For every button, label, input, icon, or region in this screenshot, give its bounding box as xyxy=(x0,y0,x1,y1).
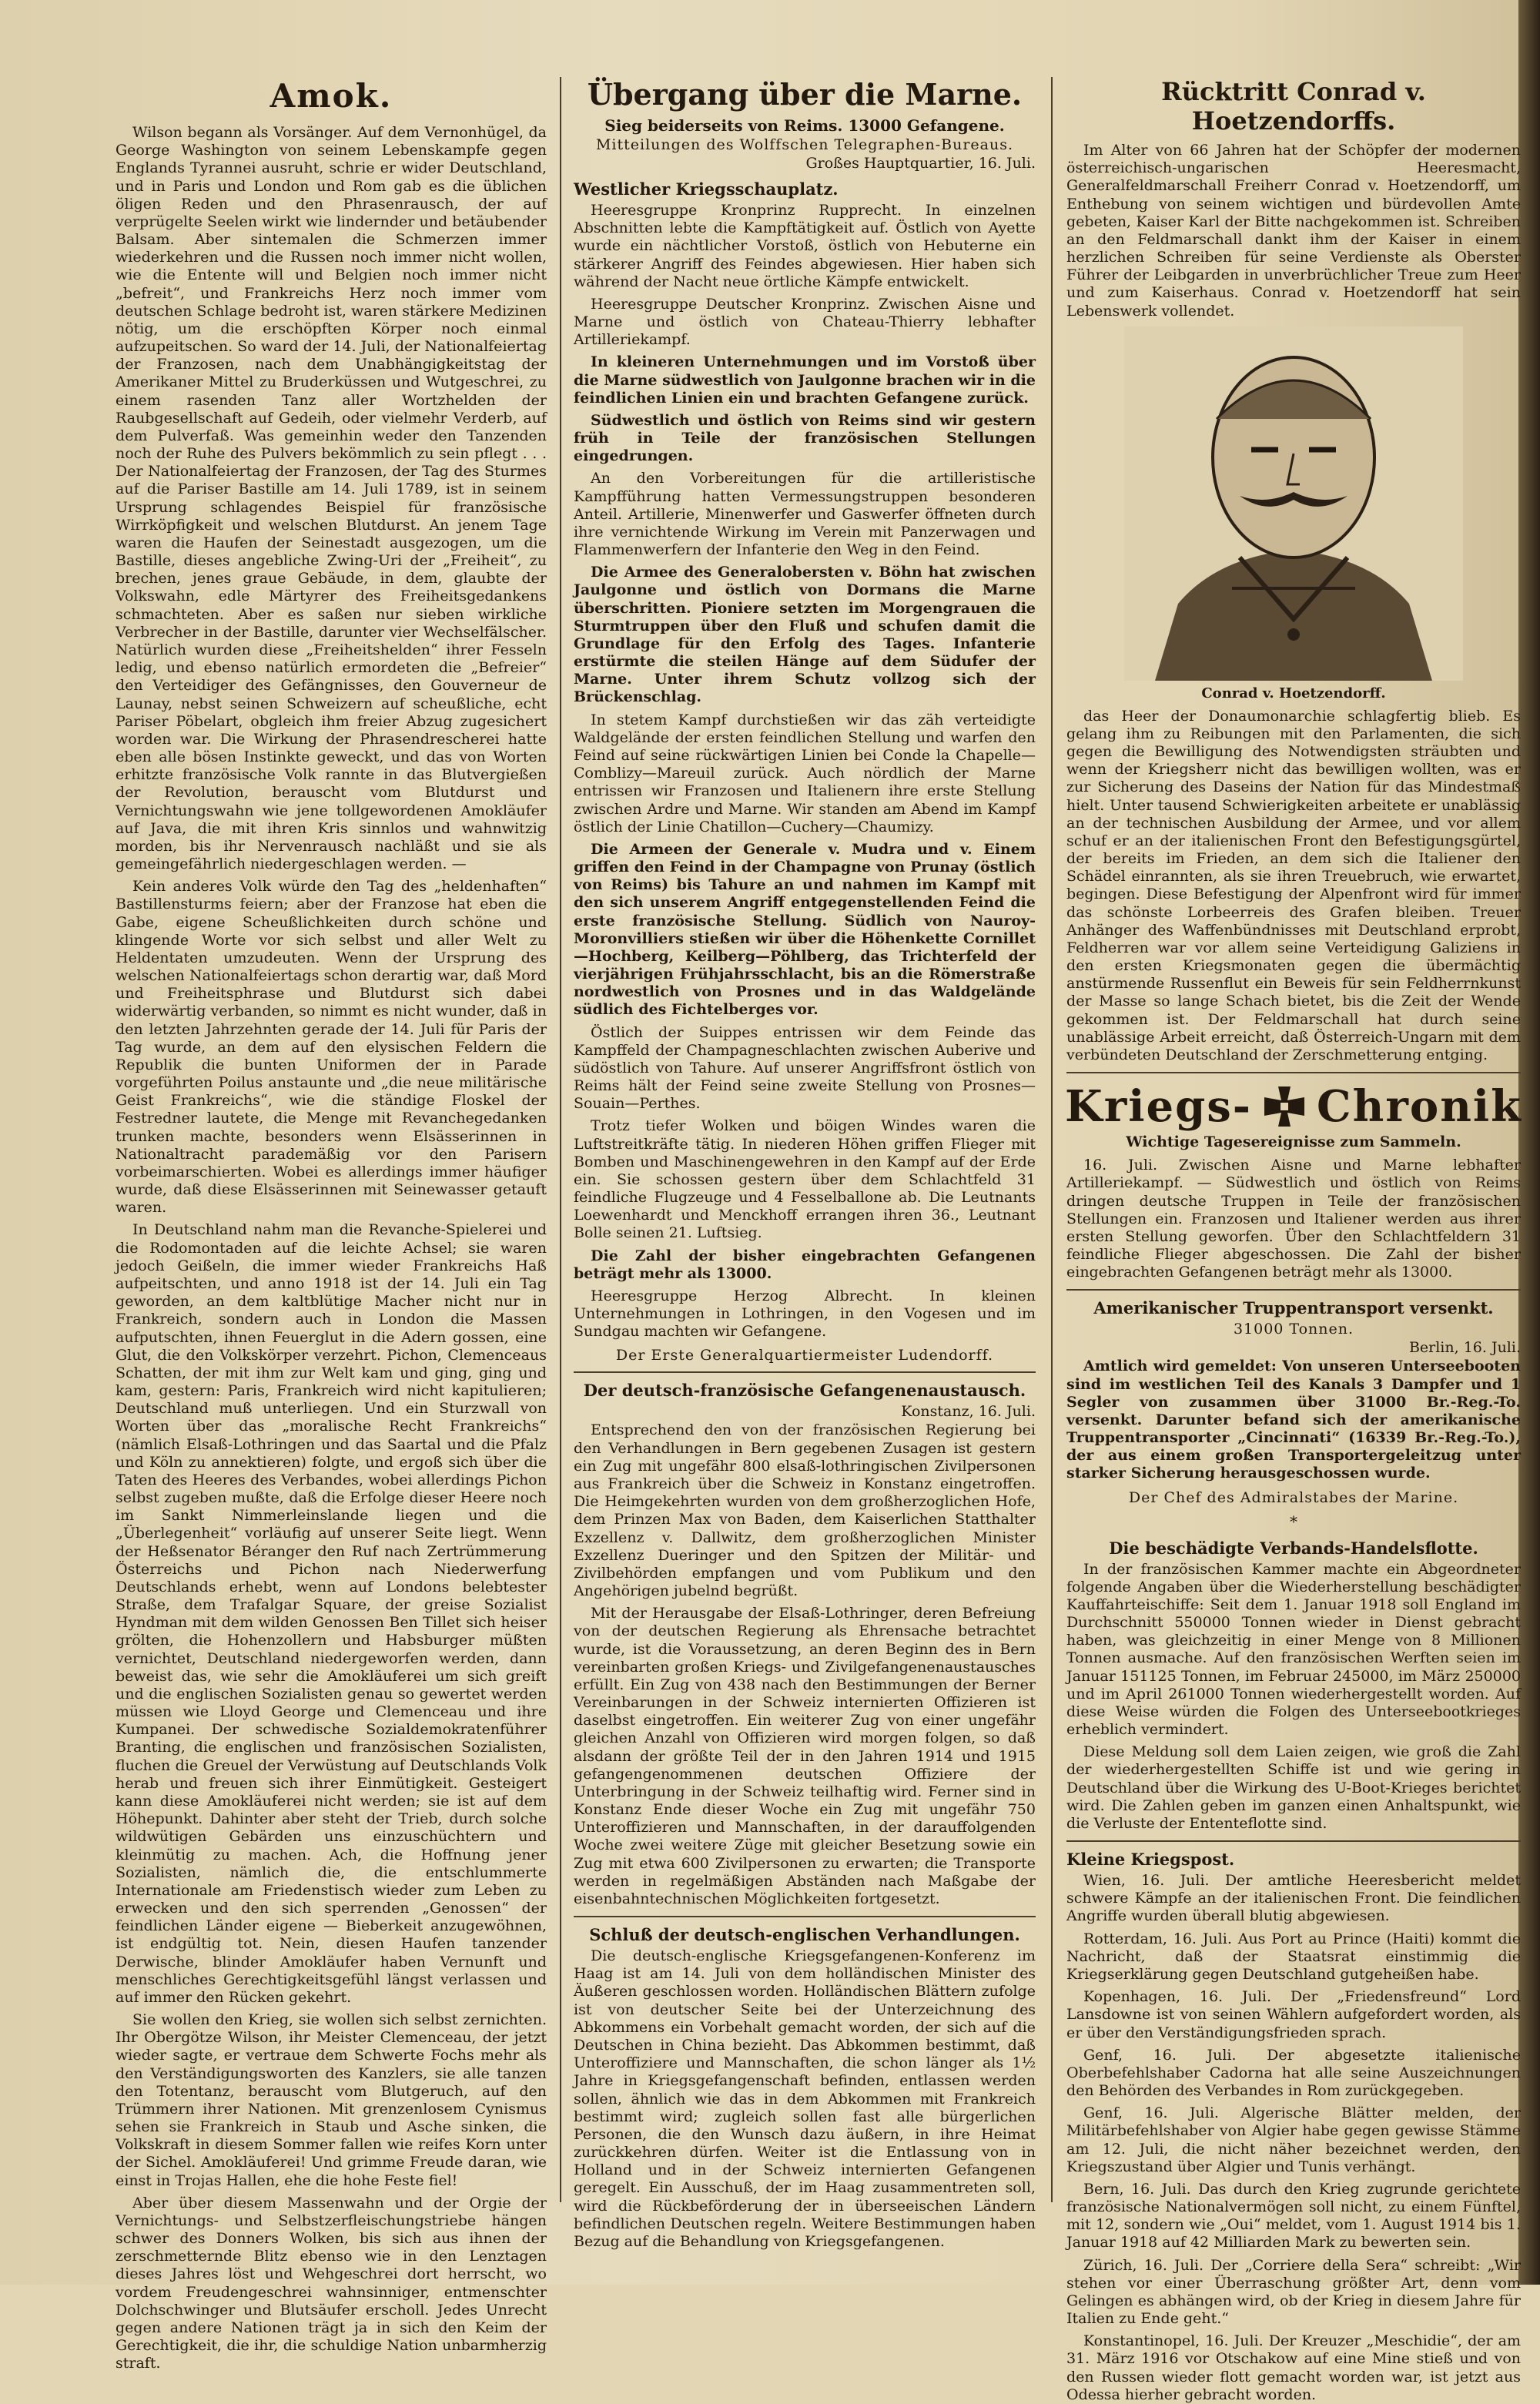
dateline: Großes Hauptquartier, 16. Juli. xyxy=(805,155,1036,172)
section-heading: Die beschädigte Verbands-Handelsflotte. xyxy=(1109,1538,1478,1558)
news-item: Bern, 16. Juli. Das durch den Krieg zugrunde gerichtete französische Nationalvermögen soll nicht, zu einem Fünftel, mit 12, sondern wie „Oui“ meldet, vom 1. August 1914 bis 1. Januar 1918 auf 42 Milliarden Mark zu bewerten sein. xyxy=(1066,2180,1521,2252)
iron-cross-icon xyxy=(1261,1083,1307,1130)
article-paragraph: In stetem Kampf durchstießen wir das zäh verteidigte Waldgelände der ersten feindlichen Stellung und warfen den Feind auf seine rückwärtigen Linien bei Conde la Chapelle—Comblizy—Mareuil zurück. Auch nördlich der Marne entrissen wir Franzosen und Italienern ihre erste Stellung zwischen Ardre und Marne. Wir standen am Abend im Kampf östlich der Linie Chatillon—Cuchery—Chaumizy. xyxy=(574,711,1036,835)
article-paragraph: Im Alter von 66 Jahren hat der Schöpfer der modernen österreichisch-ungarischen Heeresmacht, Generalfeldmarschall Freiherr Conrad v. Hoetzendorff, um Enthebung von seinem wichtigen und bürdevollen Amte gebeten, Kaiser Karl der Bitte nachgekommen ist. Schreiben an den Feldmarschall dankt ihm der Kaiser in einem herzlichen Schreiben für seine Verdienste als Oberster Führer der Leibgarden in unverbrüchlicher Treue zum Heer und zum Kaiserhaus. Conrad v. Hoetzendorff hat sein Lebenswerk vollendet. xyxy=(1066,142,1521,320)
article-paragraph: Die Armeen der Generale v. Mudra und v. Einem griffen den Feind in der Champagne von Prunay (östlich von Reims) bis Tahure an und nahmen im Kampf mit den sich unserem Angriff entgegenstellenden Feind die erste französische Stellung. Südlich von Nauroy-Moronvilliers stießen wir über die Höhenkette Cornillet—Hochberg, Keilberg—Pöhlberg, das Trichterfeld der vierjährigen Frühjahrsschlacht, bis an die Römerstraße nordwestlich von Prosnes und in das Waldgelände südlich des Fichtelberges vor. xyxy=(574,840,1036,1019)
column-rule xyxy=(1051,77,1053,2202)
section-subheading: 31000 Tonnen. xyxy=(1233,1321,1354,1338)
divider xyxy=(1066,1840,1521,1842)
column-conrad xyxy=(1065,77,1522,2403)
signature: Der Chef des Admiralstabes der Marine. xyxy=(1128,1488,1459,1506)
article-paragraph: An den Vorbereitungen für die artilleristische Kampfführung hatten Vermessungstruppen besonderen Anteil. Artillerie, Minenwerfer und Gaswerfer öffneten durch ihre vernichtende Wirkung im Verein mit Panzerwagen und Flammenwerfern der Infanterie den Weg in den Feind. xyxy=(574,470,1036,559)
article-paragraph: Östlich der Suippes entrissen wir dem Feinde das Kampffeld der Champagneschlachten zwischen Auberive und südöstlich von Tahure. Auf unserer Angriffsfront östlich von Reims hält der Feind seine zweite Stellung von Prosnes—Souain—Perthes. xyxy=(574,1023,1036,1113)
news-item: Kopenhagen, 16. Juli. Der „Friedensfreund“ Lord Lansdowne ist von seinen Wählern aufgefordert worden, als er über den Verständigungsfrieden sprach. xyxy=(1066,1988,1521,2041)
section-heading: Westlicher Kriegsschauplatz. xyxy=(574,179,839,199)
article-paragraph: Heeresgruppe Herzog Albrecht. In kleinen Unternehmungen in Lothringen, in den Vogesen und im Sundgau machten wir Gefangene. xyxy=(574,1287,1036,1341)
section-heading: Amerikanischer Truppentransport versenkt. xyxy=(1093,1298,1494,1318)
column-rule xyxy=(560,77,561,2202)
kriegs-chronik-title xyxy=(1066,1081,1521,1132)
column-marne xyxy=(574,77,1036,2250)
portrait-illustration xyxy=(1124,326,1463,681)
news-source: Mitteilungen des Wolffschen Telegraphen-Bureaus. xyxy=(595,136,1014,153)
news-item: Konstantinopel, 16. Juli. Der Kreuzer „Meschidie“, der am 31. März 1916 vor Otschakow auf eine Mine stieß und von den Russen wieder flott gemacht worden war, ist jetzt aus Odessa hierher gebracht worden. xyxy=(1066,2332,1521,2403)
article-title-marne: Übergang über die Marne. xyxy=(587,77,1023,112)
section-heading: Kleine Kriegspost. xyxy=(1066,1850,1235,1870)
chronik-subtitle: Wichtige Tagesereignisse zum Sammeln. xyxy=(1126,1133,1461,1151)
chronik-text: 16. Juli. Zwischen Aisne und Marne lebhafter Artilleriekampf. — Südwestlich und östlich von Reims dringen deutsche Truppen in Teile der französischen Stellungen ein. Franzosen und Italiener werden aus ihrer ersten Stellung geworfen. Über den Schlachtfeldern 31 feindliche Flieger abgeschossen. Die Zahl der bisher eingebrachten Gefangenen beträgt mehr als 13000. xyxy=(1066,1157,1521,1281)
news-item: Rotterdam, 16. Juli. Aus Port au Prince (Haiti) kommt die Nachricht, daß der Staatsrat einstimmig die Kriegserklärung gegen Deutschland gutgeheißen habe. xyxy=(1066,1930,1521,1983)
article-paragraph: Heeresgruppe Deutscher Kronprinz. Zwischen Aisne und Marne und östlich von Chateau-Thierry lebhafter Artilleriekampf. xyxy=(574,295,1036,349)
article-paragraph: In kleineren Unternehmungen und im Vorstoß über die Marne südwestlich von Jaulgonne brachen wir in die feindlichen Linien ein und brachten Gefangene zurück. xyxy=(574,353,1036,407)
article-paragraph: Die Zahl der bisher eingebrachten Gefangenen beträgt mehr als 13000. xyxy=(574,1247,1036,1282)
chronik-title-right: Chronik xyxy=(1317,1081,1522,1133)
article-paragraph: Die Armee des Generalobersten v. Böhn hat zwischen Jaulgonne und östlich von Dormans die Marne überschritten. Pioniere setzten im Morgengrauen die Sturmtruppen über den Fluß und schufen damit die Grundlage für den Erfolg des Tages. Infanterie erstürmte die steilen Hänge auf dem Südufer der Marne. Unter ihrem Schutz vollzog sich der Brückenschlag. xyxy=(574,564,1036,706)
divider xyxy=(1066,1072,1521,1073)
portrait-caption: Conrad v. Hoetzendorff. xyxy=(1201,685,1386,701)
article-paragraph: Heeresgruppe Kronprinz Rupprecht. In einzelnen Abschnitten lebte die Kampftätigkeit auf. Östlich von Ayette wurde ein nächtlicher Vorstoß, östlich von Hebuterne ein stärkerer Angriff des Feindes abgewiesen. Hier haben sich während der Nacht neue örtliche Kämpfe entwickelt. xyxy=(574,202,1036,290)
divider xyxy=(1066,1289,1521,1291)
article-paragraph: Südwestlich und östlich von Reims sind wir gestern früh in Teile der französischen Stellungen eingedrungen. xyxy=(574,411,1036,465)
signature: Der Erste Generalquartiermeister Ludendorff. xyxy=(615,1347,994,1364)
page-edge xyxy=(1518,0,1540,2285)
article-paragraph: Diese Meldung soll dem Laien zeigen, wie groß die Zahl der wiederhergestellten Schiffe ist und wie gering in Deutschland über die Wirkung des U-Boot-Krieges berichtet wird. Die Zahlen geben im ganzen einen Anhaltspunkt, wie die Verluste der Ententeflotte sind. xyxy=(1066,1743,1521,1832)
section-heading: Der deutsch-französische Gefangenenaustausch. xyxy=(583,1381,1026,1401)
news-item: Genf, 16. Juli. Algerische Blätter melden, der Militärbefehlshaber von Algier habe gegen gewisse Stämme am 12. Juli, die nicht näher bezeichnet werden, den Kriegszustand über Algier und Tunis verhängt. xyxy=(1066,2104,1521,2175)
article-paragraph: Kein anderes Volk würde den Tag des „heldenhaften“ Bastillensturms feiern; aber der Franzose hat eben die Gabe, eigene Scheußlichkeiten durch schöne und klingende Worte vor sich selbst und aller Welt zu Heldentaten umzudeuten. Wenn der Ursprung des welschen Nationalfeiertags schon derartig war, daß Mord und Freiheitsphrase und Blutdurst sich dabei widerwärtig verbanden, so nimmt es nicht wunder, daß in den letzten Jahrzehnten gerade der 14. Juli für Paris der Tag wurde, an dem auf den elysischen Feldern die Republik die bunten Uniformen der in Parade vorgeführten Poilus anstaunte und „die neue militärische Geist Frankreichs“, wie die ständige Floskel der Festredner lautete, die Menge mit Revanchegedanken trunken machte, besonders wenn Elsässerinnen in Nationaltracht parademäßig vor den Parisern vorbeimarschierten. Wobei es allerdings immer häufiger wurde, daß diese Elsässerinnen mit Seinewasser getauft waren. xyxy=(116,878,547,1217)
article-paragraph: Entsprechend den von der französischen Regierung bei den Verhandlungen in Bern gegebenen Zusagen ist gestern ein Zug mit ungefähr 800 elsaß-lothringischen Zivilpersonen aus Frankreich über die Schweiz in Konstanz eingetroffen. Die Heimgekehrten wurden von dem großherzoglichen Hofe, dem Prinzen Max von Baden, dem Kaiserlichen Statthalter Exzellenz v. Dallwitz, dem großherzoglichen Minister Exzellenz Dueringer und den Spitzen der Militär- und Zivilbehörden empfangen und vom Publikum und den Angehörigen jubelnd begrüßt. xyxy=(574,1421,1036,1600)
news-item: Genf, 16. Juli. Der abgesetzte italienische Oberbefehlshaber Cadorna hat alle seine Auszeichnungen den Behörden des Verbandes in Rom zurückgegeben. xyxy=(1066,2046,1521,2100)
dateline: Konstanz, 16. Juli. xyxy=(901,1403,1036,1421)
article-title-amok: Amok. xyxy=(270,77,393,115)
article-paragraph: das Heer der Donaumonarchie schlagfertig blieb. Es gelang ihm zu Reibungen mit den Parlamenten, die sich gegen die Bewilligung des Notwendigsten sträubten und wenn der Kriegsherr nicht das bewilligen wollten, was er zur Sicherung des Daseins der Nation für das Mindestmaß hielt. Unter tausend Schwierigkeiten arbeitete er unablässig an der technischen Ausbildung der Armee, und vor allem schuf er an der italienischen Front den Befestigungsgürtel, der bereits im Frieden, an dem sich die Italiener den Schädel einrannten, als sie ihren Treuebruch, wie erwartet, begingen. Diese Befestigung der Alpenfront wird für immer das schönste Lorbeerreis des Grafen bleiben. Treuer Anhänger des Waffenbündnisses mit Deutschland erprobt, Feldherren war vor allem seine Verteidigung Galiziens in den ersten Kriegsmonaten gegen die übermächtig anstürmende Russenflut ein Beweis für sein Feldherrnkunst der Masse so lange Schach bietet, bis die Zeit der Wende gekommen ist. Der Feldmarschall hat durch seine unablässige Arbeit erreicht, daß Österreich-Ungarn mit dem verbündeten Deutschland der Zerschmetterung entging. xyxy=(1066,707,1521,1063)
dateline: Berlin, 16. Juli. xyxy=(1408,1339,1521,1357)
article-paragraph: Amtlich wird gemeldet: Von unseren Unterseebooten sind im westlichen Teil des Kanals 3 Dampfer und 1 Segler von zusammen über 31000 Br.-Reg.-To. versenkt. Darunter befand sich der amerikanische Truppentransporter „Cincinnati“ (16339 Br.-Reg.-To.), der aus einem großen Transportergeleitzug unter starker Sicherung herausgeschossen wurde. xyxy=(1066,1358,1521,1482)
article-paragraph: Aber über diesem Massenwahn und der Orgie der Vernichtungs- und Selbstzerfleischungstriebe hängen schwer des Donners Wolken, bis sich aus ihnen der zerschmetternde Blitz ebenso wie in den Lenztagen dieses Jahres löst und Wehgeschrei dort herrscht, wo vordem Freudengeschrei wahnsinniger, entmenschter Dolchschwinger und Blutsäufer erscholl. Jedes Unrecht gegen andere Nationen trägt ja in sich den Keim der Gerechtigkeit, die ihr, die schuldige Nation unbarmherzig straft. xyxy=(116,2194,547,2372)
column-amok xyxy=(116,77,547,2372)
article-paragraph: Trotz tiefer Wolken und böigen Windes waren die Luftstreitkräfte tätig. In niederen Höhen griffen Flieger mit Bomben und Maschinengewehren in den Kampf auf der Erde ein. Sie schossen gestern über dem Schlachtfeld 31 feindliche Flugzeuge und 4 Fesselballone ab. Die Leutnants Loewenhardt und Menckhoff errangen ihren 36., Leutnant Bolle seinen 21. Luftsieg. xyxy=(574,1117,1036,1242)
divider xyxy=(574,1371,1036,1373)
article-paragraph: Sie wollen den Krieg, sie wollen sich selbst zernichten. Ihr Obergötze Wilson, ihr Meister Clemenceau, der jetzt wieder sagte, er vertraue dem Schwerte Fochs mehr als den Verständigungsworten des Kanzlers, sie alle tanzen den Totentanz, berauscht vom Blutgeruch, auf den Trümmern ihrer Nationen. Mit grenzenlosem Cynismus sehen sie Frankreich in Staub und Asche sinken, die Volkskraft in diesem Sommer fallen wie reifes Korn unter der Sichel. Amokläuferei! Und grimme Freude daran, wie einst in Trojas Hallen, ehe die hohe Feste fiel! xyxy=(116,2011,547,2189)
article-title-conrad: Rücktritt Conrad v. Hoetzendorffs. xyxy=(1161,77,1426,136)
news-item: Wien, 16. Juli. Der amtliche Heeresbericht meldet schwere Kämpfe an der italienischen Front. Die feindlichen Angriffe wurden überall blutig abgewiesen. xyxy=(1066,1872,1521,1925)
article-paragraph: Wilson begann als Vorsänger. Auf dem Vernonhügel, da George Washington von seinem Lebenskampfe gegen Englands Tyrannei ausruht, schrie er wider Deutschland, und in Paris und London und Rom gab es die üblichen öligen Reden und den Phrasenrausch, der auf verprügelte Seelen wirkt wie lindernder und betäubender Balsam. Aber sintemalen die Schmerzen immer wiederkehren und die Russen noch immer nicht wollen, wie die Entente will und Belgien noch immer nicht „befreit“, und Frankreichs Herz noch immer vom deutschen Schlage bedroht ist, waren stärkere Medizinen nötig, um die erschöpften Körper noch einmal aufzupeitschen. So ward der 14. Juli, der Nationalfeiertag der Franzosen, nach dem Unabhängigkeitstag der Amerikaner Mittel zu Bruderküssen und Wutgeschrei, zu einem rasenden Tanz aller Wortzhelden der Raubgesellschaft auf Gedeih, oder vielmehr Verderb, auf dem Pulverfaß. Was gemeinhin weder den Tanzenden noch der Ruhe des Pulvers bekömmlich zu sein pflegt . . . Der Nationalfeiertag der Franzosen, der Tag des Sturmes auf die Pariser Bastille am 14. Juli 1789, ist in seinem Ursprung schlagendes Beispiel für französische Wirrköpfigkeit und welschen Blutdurst. An jenem Tage waren die Haufen der Seinestadt ausgezogen, um die Bastille, dieses angebliche Zwing-Uri der „Freiheit“, zu brechen, jenes graue Gebäude, in dem, glaubte der Volkswahn, edle Märtyrer des Freiheitsgedankens schmachteten. Aber es saßen nur sieben wirkliche Verbrecher in der Bastille, darunter vier Wechselfälscher. Natürlich wurden diese „Freiheitshelden“ ihrer Fesseln ledig, und ebenso natürlich ermordeten die „Befreier“ den Verteidiger des Gefängnisses, den Gouverneur de Launay, nebst seinen Schweizern auf scheußliche, echt Pariser Pöbelart, obgleich ihm freier Abzug zugesichert worden war. Die Wirkung der Phrasendrescherei hatte eben alle bösen Instinkte geweckt, und das von Worten erhitzte französische Volk rannte in das Blutvergießen der Revolution, berauscht vom Blutdurst und Vernichtungswahn wie jene tollgewordenen Amokläufer auf Java, die mit ihren Kris sinnlos und wahnwitzig morden, bis ihr Nervenrausch nachläßt und sie als gemeingefährlich niedergeschlagen werden. — xyxy=(116,124,547,873)
article-subtitle: Sieg beiderseits von Reims. 13000 Gefangene. xyxy=(604,116,1005,135)
article-paragraph: In der französischen Kammer machte ein Abgeordneter folgende Angaben über die Wiederherstellung beschädigter Kauffahrteischiffe: Seit dem 1. Januar 1918 soll England im Durchschnitt 550000 Tonnen wieder in Dienst gebracht haben, was gleichzeitig in einer Menge von 8 Millionen Tonnen ausmache. Auf den französischen Werften seien im Januar 151125 Tonnen, im Februar 245000, im März 250000 und im April 261000 Tonnen wiederhergestellt worden. Auf diese Weise würden die Folgen des Unterseebootkrieges erheblich vermindert. xyxy=(1066,1560,1521,1739)
article-paragraph: Die deutsch-englische Kriegsgefangenen-Konferenz im Haag ist am 14. Juli von dem holländischen Minister des Äußeren geschlossen worden. Holländischen Blättern zufolge ist von deutscher Seite bei der Unterzeichnung des Abkommens ein Vorbehalt gemacht worden, der sich auf die Deutschen in China bezieht. Das Abkommen bestimmt, daß Unteroffiziere und Mannschaften, die schon länger als 1½ Jahre in Kriegsgefangenschaft befinden, entlassen werden sollen, ähnlich wie das in dem Abkommen mit Frankreich bestimmt wird; zugleich sollen fast alle bürgerlichen Personen, die den Wunsch dazu äußern, in ihre Heimat zurückkehren dürfen. Weiter ist die Entlassung von in Holland und in der Schweiz internierten Gefangenen geregelt. Ein Ausschuß, der im Haag zusammentreten soll, wird die Rückbeförderung der in überseeischen Ländern befindlichen Deutschen regeln. Weitere Bestimmungen haben Bezug auf die Behandlung von Kriegsgefangenen. xyxy=(574,1947,1036,2250)
divider xyxy=(574,1916,1036,1917)
news-item: Zürich, 16. Juli. Der „Corriere della Sera“ schreibt: „Wir stehen vor einer Überraschung größter Art, denn vom Gelingen es abhängen wird, ob der Krieg in diesem Jahre für Italien zu Ende geht.“ xyxy=(1066,2256,1521,2328)
article-paragraph: Mit der Herausgabe der Elsaß-Lothringer, deren Befreiung von der deutschen Regierung als Ehrensache betrachtet wurde, ist die Voraussetzung, an deren Beginn des in Bern vereinbarten großen Kriegs- und Zivilgefangenenaustausches erfüllt. Ein Zug von 438 nach den Bestimmungen der Berner Vereinbarungen in der Schweiz internierten Offizieren ist daselbst eingetroffen. Ein weiterer Zug von einer ungefähr gleichen Anzahl von Offizieren wird morgen folgen, so daß alsdann der größte Teil der in den Jahren 1914 und 1915 gefangengenommenen deutschen Offiziere der Unterbringung in der Schweiz teilhaftig wird. Ferner sind in Konstanz Ende dieser Woche ein Zug mit ungefähr 750 Unteroffizieren und Mannschaften, in der darauffolgenden Woche zwei weitere Züge mit gleicher Besetzung sowie ein Zug mit etwa 600 Zivilpersonen zu erwarten; die Transporte werden in regelmäßigen Abständen nach Maßgabe der eisenbahntechnischen Möglichkeiten fortgesetzt. xyxy=(574,1605,1036,1907)
separator-star: * xyxy=(1290,1512,1297,1531)
article-paragraph: In Deutschland nahm man die Revanche-Spielerei und die Rodomontaden auf die leichte Achsel; sie waren jedoch Geißeln, die immer wieder Frankreichs Haß aufpeitschten, und anno 1918 ist der 14. Juli ein Tag geworden, an dem kaltblütige Macher nicht nur in Frankreich, sondern auch in London die Massen aufputschten, ihnen Feuerglut in die Adern gossen, eine Glut, die den Volkskörper verzehrt. Pichon, Clemenceaus Schatten, der mit ihm zur Welt kam und ging, ging und kam, gestern: Paris, Frankreich wird nicht kapitulieren; Deutschland muß unterliegen. Und ein Sturzwall von Worten über das „moralische Recht Frankreichs“ (nämlich Elsaß-Lothringen und das Saartal und die Pfalz und Köln zu annektieren) folgte, und ergoß sich über die Taten des Heeres des Verbandes, wobei allerdings Pichon selbst zugeben mußte, daß die Erfolge dieser Heere noch im Sankt Nimmerleinslande liegen und die „Überlegenheit“ vorläufig auf unserer Seite liegt. Wenn der Heßsenator Béranger den Ruf nach Zertrümmerung Österreichs und Pichon nach Niederwerfung Deutschlands erhebt, wenn auf Londons belebtester Straße, dem Trafalgar Square, der greise Sozialist Hyndman mit dem wilden Genossen Ben Tillet sich heiser grölten, die Hohenzollern und Habsburger müßten vernichtet, Deutschland niedergeworfen werden, dann beweist das, wie sehr die Amokläuferei um sich greift und die englischen Sozialisten genau so gewertet werden müssen wie Lloyd George und Clemenceau und ihre Kumpanei. Der schwedische Sozialdemokratenführer Branting, die englischen und französischen Sozialisten, fluchen die Greuel der Verwüstung auf Deutschlands Volk herab und freuen sich ihrer Einmütigkeit. Gesteigert kann diese Amokläuferei nicht werden; sie ist auf dem Höhepunkt. Dahinter aber steht der Trieb, durch solche wildwütigen Gebärden uns einzuschüchtern und kleinmütig zu machen. Ach, die Hoffnung jener Sozialisten, nämlich die, die entschlummerte Internationale am Friedenstisch wieder zum Leben zu erwecken und den sich sperrenden „Genossen“ der feindlichen Länder eigene — Bieberkeit anzugewöhnen, ist endgültig tot. Nein, diesen Haufen tanzender Derwische, blinder Amokläufer haben Vernunft und menschliches Gerechtigkeitsgefühl längst verlassen und auf immer den Rücken gekehrt. xyxy=(116,1221,547,2006)
section-heading: Schluß der deutsch-englischen Verhandlungen. xyxy=(589,1925,1020,1945)
chronik-title-left: Kriegs- xyxy=(1065,1081,1253,1133)
